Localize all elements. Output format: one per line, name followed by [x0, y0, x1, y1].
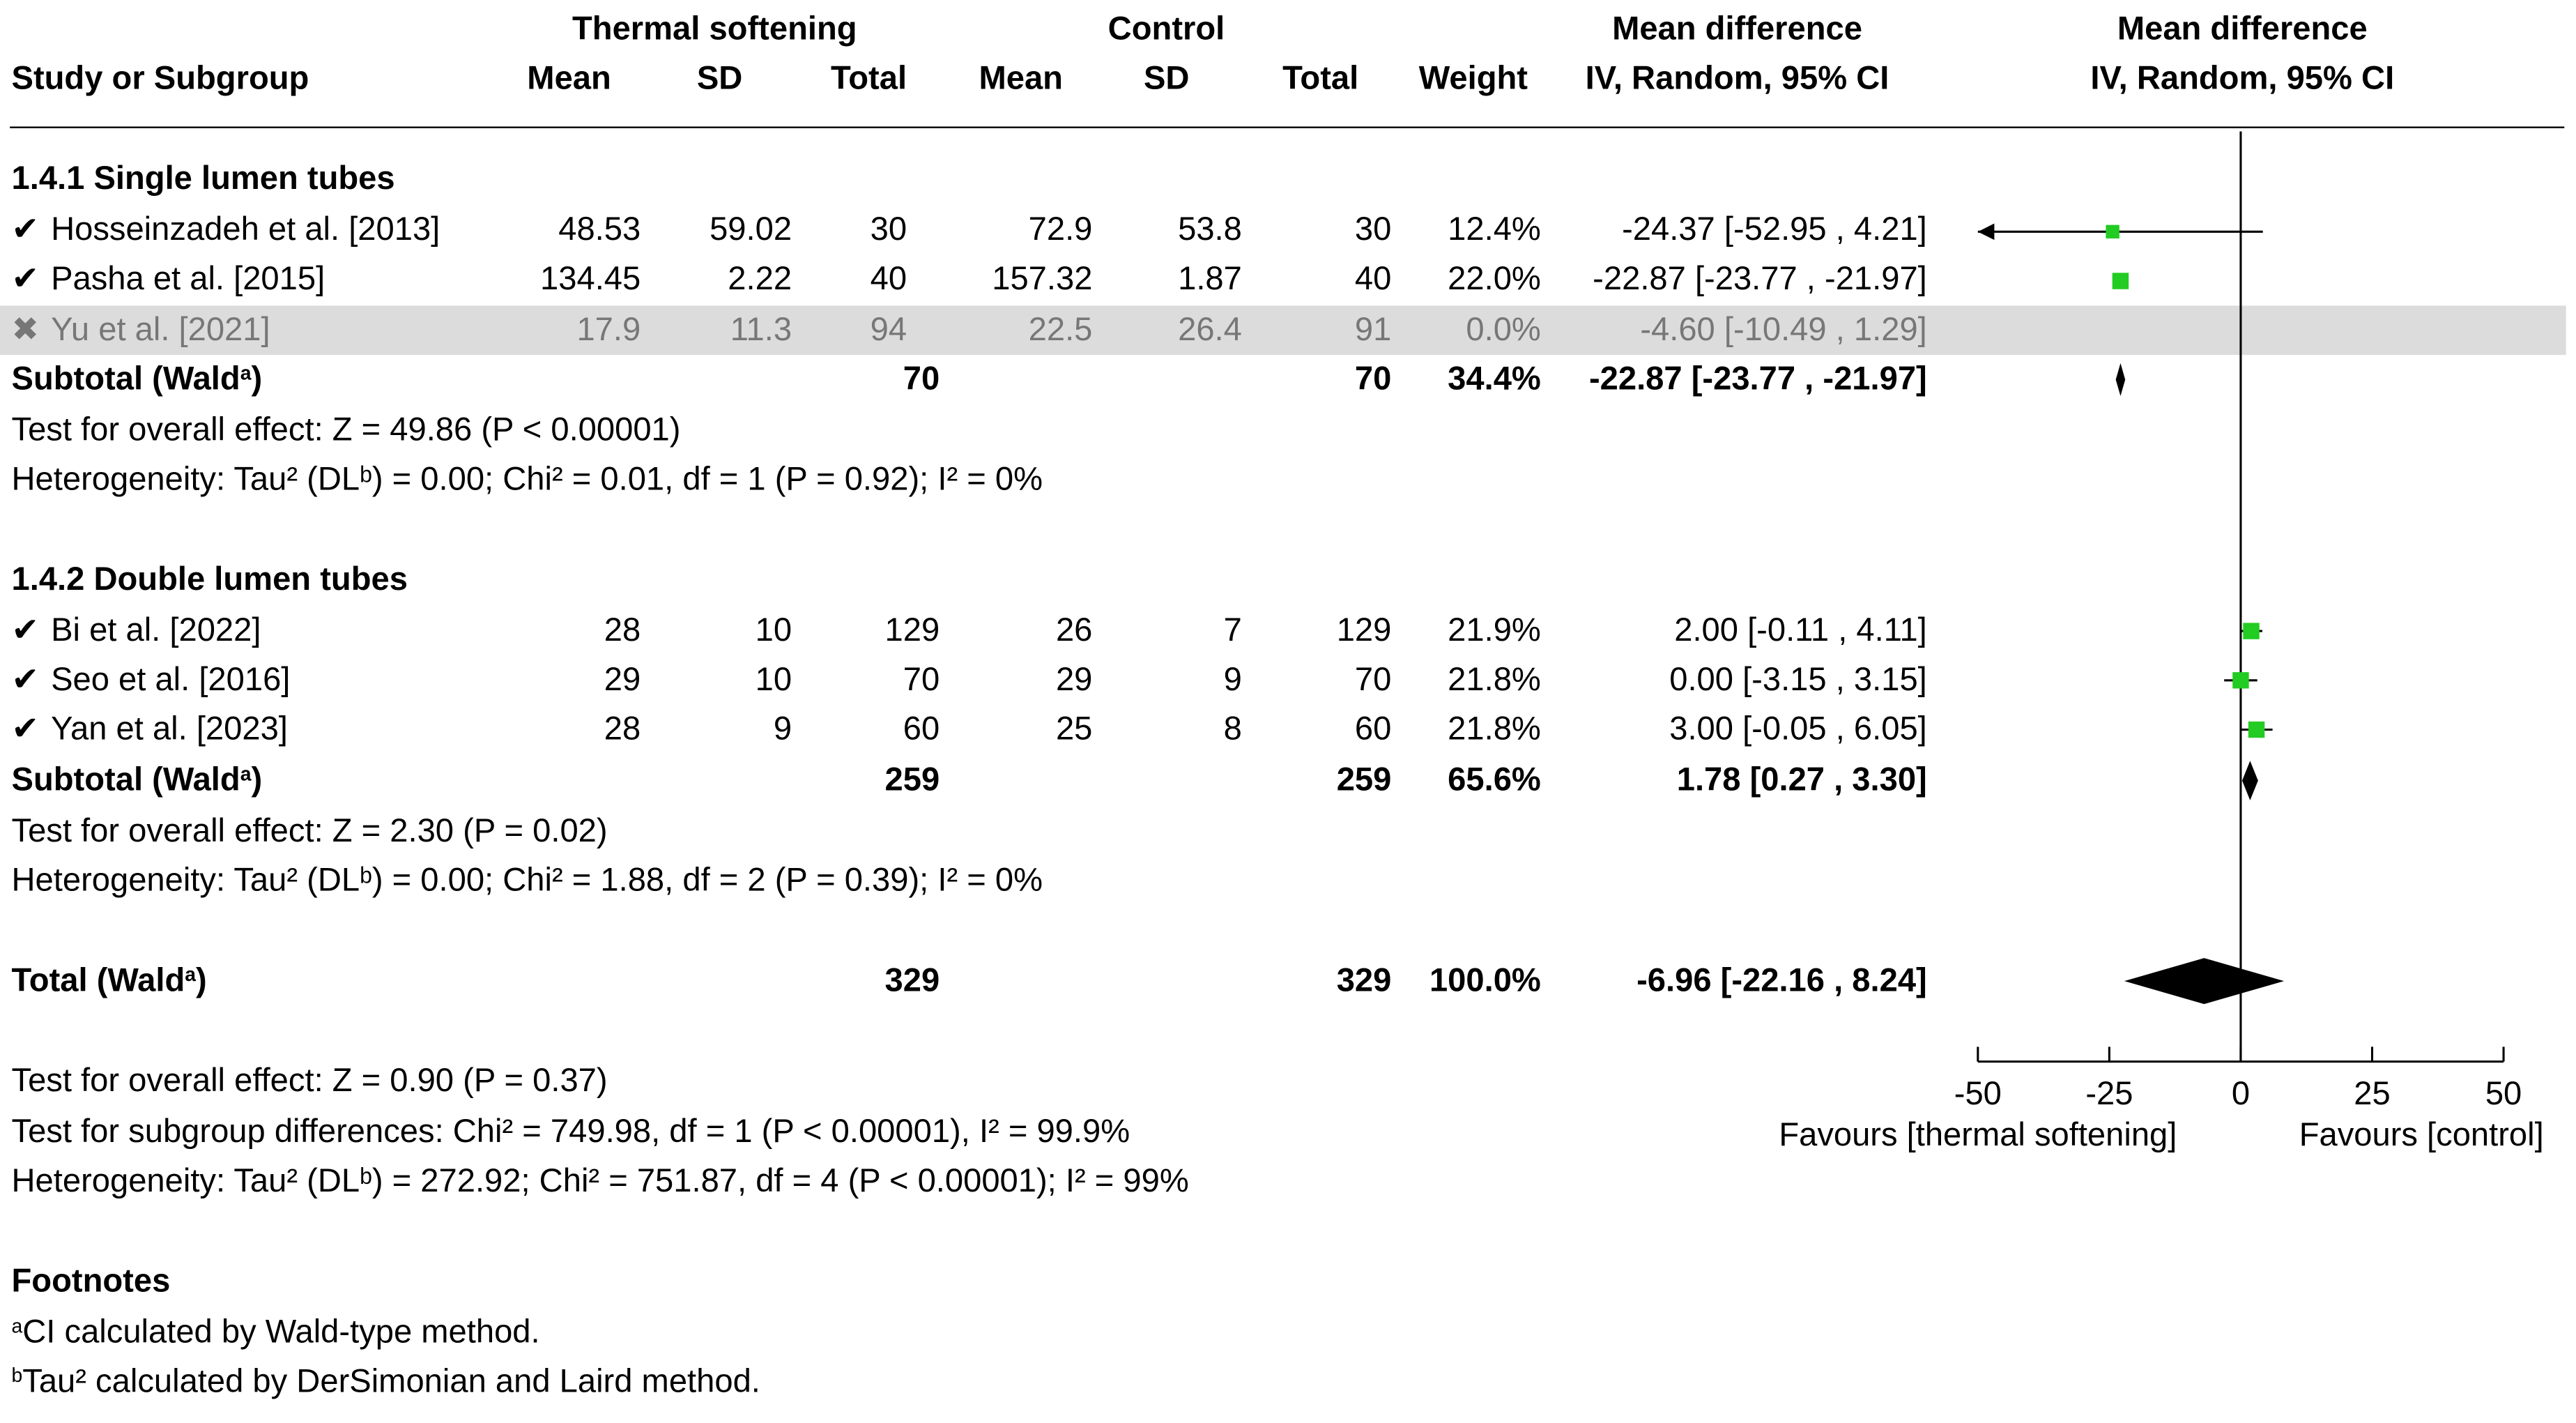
subtotal-ci: 1.78 [0.27 , 3.30]: [1676, 762, 1927, 799]
include-check-icon: ✔: [11, 212, 40, 248]
footnote-a: $^a$CI calculated by Wald-type method.: [11, 1314, 540, 1351]
weight-value: 21.8%: [1448, 662, 1541, 699]
total1-value: 129: [884, 613, 940, 650]
sd1-header: SD: [696, 61, 743, 98]
sd2-value: 8: [1223, 711, 1242, 748]
sd2-value: 53.8: [1178, 212, 1242, 248]
mean1-value: 28: [604, 711, 641, 748]
favours-right-label: Favours [control]: [2299, 1115, 2544, 1152]
study-marker: [2106, 225, 2119, 238]
sd2-value: 1.87: [1178, 261, 1242, 298]
subgroup2-title: 1.4.2 Double lumen tubes: [11, 562, 408, 598]
ci-value: 0.00 [-3.15 , 3.15]: [1669, 662, 1927, 699]
total-label: Total (Wald$^a$): [11, 963, 207, 1000]
total1-value: 94: [870, 312, 907, 349]
total1-header: Total: [830, 61, 907, 98]
ci-value: 2.00 [-0.11 , 4.11]: [1674, 613, 1927, 650]
sd2-value: 9: [1223, 662, 1242, 699]
weight-value: 22.0%: [1448, 261, 1541, 298]
sd1-value: 10: [755, 613, 792, 650]
overall-effect-test: Test for overall effect: Z = 2.30 (P = 0.02): [11, 813, 608, 850]
mean2-value: 29: [1055, 662, 1093, 699]
total1-value: 60: [903, 711, 940, 748]
x-tick-label: -50: [1954, 1074, 2002, 1111]
sd2-value: 26.4: [1178, 312, 1242, 349]
ci-value: -22.87 [-23.77 , -21.97]: [1593, 261, 1927, 298]
include-check-icon: ✔: [11, 711, 40, 748]
subtotal-label: Subtotal (Wald$^a$): [11, 762, 263, 799]
total2-value: 70: [1354, 662, 1392, 699]
subtotal-weight: 65.6%: [1448, 762, 1541, 799]
total-weight: 100.0%: [1429, 963, 1541, 1000]
subgroup-differences-test: Test for subgroup differences: Chi² = 749.98, df = 1 (P < 0.00001), I² = 99.9%: [11, 1114, 1130, 1150]
ci-value: 3.00 [-0.05 , 6.05]: [1669, 711, 1927, 748]
study-name: Yan et al. [2023]: [51, 711, 288, 748]
heterogeneity-stats: Heterogeneity: Tau² (DLᵇ) = 0.00; Chi² = 0.01, df = 1 (P = 0.92); I² = 0%: [11, 462, 1043, 499]
subtotal-ci: -22.87 [-23.77 , -21.97]: [1588, 361, 1927, 398]
exclude-cross-icon: ✖: [11, 312, 40, 349]
study-name: Bi et al. [2022]: [51, 613, 261, 650]
mean1-value: 17.9: [576, 312, 641, 349]
total1-value: 40: [870, 261, 907, 298]
sd1-value: 10: [755, 662, 792, 699]
group2-header: Control: [1107, 11, 1225, 48]
include-check-icon: ✔: [11, 662, 40, 699]
mean1-header: Mean: [527, 61, 611, 98]
footnotes-title: Footnotes: [11, 1263, 171, 1300]
sd1-value: 11.3: [730, 312, 792, 349]
pooled-diamond: [2116, 363, 2126, 396]
total-total2: 329: [1336, 963, 1392, 1000]
subgroup1-title: 1.4.1 Single lumen tubes: [11, 160, 395, 197]
x-tick-label: 25: [2354, 1074, 2391, 1111]
ci-value: -4.60 [-10.49 , 1.29]: [1640, 312, 1927, 349]
md-method-header: IV, Random, 95% CI: [1585, 61, 1889, 98]
pooled-diamond: [2242, 761, 2258, 800]
study-name: Seo et al. [2016]: [51, 662, 291, 699]
mean1-value: 28: [604, 613, 641, 650]
mean1-value: 134.45: [540, 261, 641, 298]
mean2-value: 25: [1055, 711, 1093, 748]
x-tick-label: 50: [2485, 1074, 2522, 1111]
ci-value: -24.37 [-52.95 , 4.21]: [1622, 212, 1927, 248]
heterogeneity-stats: Heterogeneity: Tau² (DLᵇ) = 272.92; Chi² = 751.87, df = 4 (P < 0.00001); I² = 99%: [11, 1163, 1189, 1200]
ci-truncation-arrow-icon: [1978, 224, 1995, 241]
mean1-value: 48.53: [558, 212, 641, 248]
study-name: Pasha et al. [2015]: [51, 261, 325, 298]
weight-header: Weight: [1418, 61, 1528, 98]
study-marker: [2248, 722, 2264, 738]
subtotal-label: Subtotal (Wald$^a$): [11, 361, 263, 398]
weight-value: 0.0%: [1466, 312, 1541, 349]
total1-value: 30: [870, 212, 907, 248]
sd2-value: 7: [1223, 613, 1242, 650]
study-marker: [2243, 623, 2259, 639]
study-name: Hosseinzadeh et al. [2013]: [51, 212, 440, 248]
sd1-value: 2.22: [728, 261, 792, 298]
favours-left-label: Favours [thermal softening]: [1779, 1115, 2177, 1152]
subtotal-total2: 259: [1336, 762, 1392, 799]
plot-column-title: Mean difference: [2117, 11, 2368, 48]
subtotal-total1: 70: [903, 361, 940, 398]
subtotal-weight: 34.4%: [1448, 361, 1541, 398]
total1-value: 70: [903, 662, 940, 699]
pooled-diamond: [2124, 958, 2284, 1004]
total2-value: 30: [1354, 212, 1392, 248]
total2-value: 60: [1354, 711, 1392, 748]
include-check-icon: ✔: [11, 261, 40, 298]
mean2-value: 72.9: [1028, 212, 1093, 248]
x-tick-label: -25: [2085, 1074, 2133, 1111]
total2-value: 40: [1354, 261, 1392, 298]
study-column-header: Study or Subgroup: [11, 61, 309, 98]
x-tick-label: 0: [2231, 1074, 2251, 1111]
md-column-title: Mean difference: [1612, 11, 1862, 48]
total2-header: Total: [1282, 61, 1359, 98]
subtotal-total2: 70: [1354, 361, 1392, 398]
mean2-value: 26: [1055, 613, 1093, 650]
subtotal-total1: 259: [884, 762, 940, 799]
mean2-value: 22.5: [1028, 312, 1093, 349]
footnote-b: $^b$Tau² calculated by DerSimonian and Laird method.: [11, 1364, 760, 1401]
weight-value: 21.9%: [1448, 613, 1541, 650]
mean1-value: 29: [604, 662, 641, 699]
total2-value: 91: [1354, 312, 1392, 349]
mean2-header: Mean: [979, 61, 1063, 98]
mean2-value: 157.32: [992, 261, 1093, 298]
total-total1: 329: [884, 963, 940, 1000]
study-marker: [2232, 672, 2248, 688]
study-name: Yu et al. [2021]: [51, 312, 270, 349]
overall-effect-test: Test for overall effect: Z = 49.86 (P < 0.00001): [11, 412, 681, 449]
sd1-value: 9: [773, 711, 792, 748]
sd2-header: SD: [1143, 61, 1190, 98]
group1-header: Thermal softening: [572, 11, 857, 48]
weight-value: 12.4%: [1448, 212, 1541, 248]
plot-method-header: IV, Random, 95% CI: [2090, 61, 2395, 98]
total2-value: 129: [1336, 613, 1392, 650]
study-marker: [2113, 273, 2129, 289]
overall-effect-test: Test for overall effect: Z = 0.90 (P = 0.37): [11, 1063, 608, 1099]
sd1-value: 59.02: [710, 212, 792, 248]
heterogeneity-stats: Heterogeneity: Tau² (DLᵇ) = 0.00; Chi² = 1.88, df = 2 (P = 0.39); I² = 0%: [11, 862, 1043, 899]
weight-value: 21.8%: [1448, 711, 1541, 748]
total-ci: -6.96 [-22.16 , 8.24]: [1636, 963, 1927, 1000]
include-check-icon: ✔: [11, 613, 40, 650]
